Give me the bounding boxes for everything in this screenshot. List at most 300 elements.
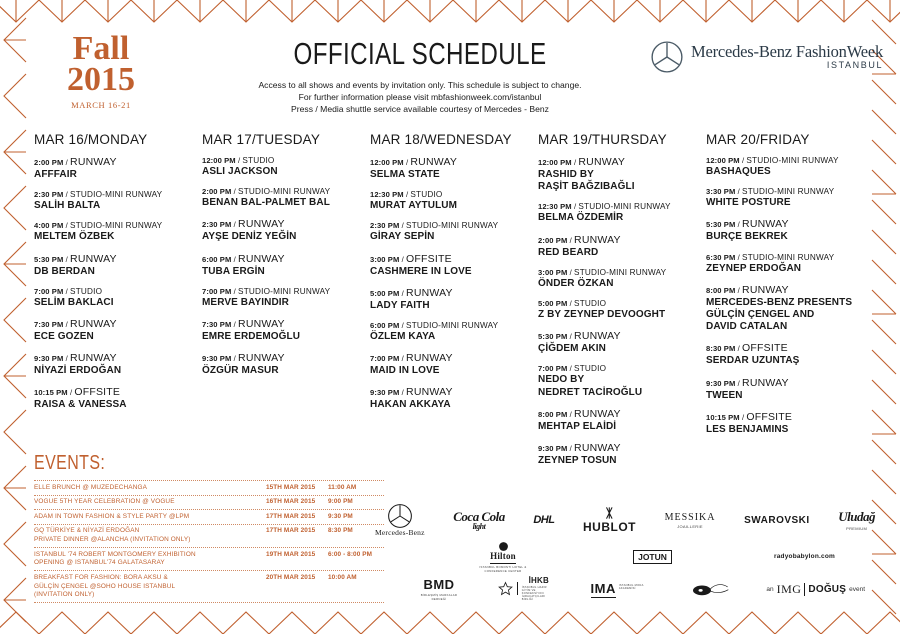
entry-designer-name: DB BERDAN — [34, 265, 95, 277]
header-title-block — [180, 38, 660, 116]
entry-venue: OFFSITE — [746, 410, 793, 423]
header-subtitle — [180, 79, 660, 116]
entry-venue: RUNWAY — [406, 352, 453, 365]
schedule-entry — [370, 287, 538, 312]
entry-time: 6:30 PM — [706, 252, 736, 262]
schedule-entry — [538, 268, 706, 290]
events-list — [34, 480, 384, 603]
sponsor-bmd — [415, 577, 463, 601]
schedule-entry — [706, 218, 874, 243]
schedule-entry — [202, 218, 370, 243]
schedule-entry — [202, 253, 370, 278]
event-row — [34, 480, 384, 495]
entry-designer-name: NEDO BY NEDRET TACİROĞLU — [538, 374, 643, 398]
entry-venue: STUDIO — [70, 286, 103, 296]
schedule-entry — [34, 190, 202, 212]
event-name: GQ TÜRKİYE & NİYAZİ ERDOĞAN PRIVATE DINNER @ALANCHA (INVITATION ONLY) — [34, 527, 191, 544]
entry-venue: OFFSITE — [406, 252, 452, 265]
sponsor-label: MESSIKA — [664, 511, 716, 523]
entry-designer-name: BASHAQUES — [706, 166, 771, 177]
entry-time-venue — [34, 156, 202, 168]
entry-time: 12:30 PM — [538, 202, 572, 212]
entry-separator: / — [399, 221, 407, 231]
entry-separator: / — [63, 190, 71, 200]
logo-season: Fall — [72, 30, 130, 67]
schedule-entry — [370, 321, 538, 343]
schedule-entry — [370, 253, 538, 278]
entry-venue: RUNWAY — [574, 233, 621, 246]
sponsor-label: HUBLOT — [583, 520, 636, 534]
entry-designer-name: AYŞE DENİZ YEĞİN — [202, 231, 297, 243]
entry-separator: / — [735, 252, 743, 262]
entry-designer-name: MERVE BAYINDIR — [202, 296, 289, 308]
entry-time: 5:00 PM — [538, 298, 568, 308]
entry-time: 9:30 PM — [202, 354, 232, 364]
entry-designer-name: ÖNDER ÖZKAN — [538, 277, 614, 289]
entry-separator: / — [63, 319, 71, 329]
schedule-entry — [538, 364, 706, 398]
entry-venue: RUNWAY — [574, 407, 621, 420]
sponsor-sublabel: BİRLEŞMİŞ MARKALAR DERNEĞİ — [420, 593, 458, 601]
entry-designer-name: ECE GOZEN — [34, 330, 94, 342]
entry-time: 7:00 PM — [370, 354, 400, 364]
entry-separator: / — [399, 388, 407, 398]
sponsor-dhl — [533, 514, 554, 526]
entry-venue: STUDIO — [574, 298, 607, 308]
subtitle-line-1: Access to all shows and events by invitation only. This schedule is subject to change. — [258, 79, 582, 90]
entry-venue: STUDIO-MINI RUNWAY — [574, 267, 667, 277]
entry-separator: / — [231, 220, 239, 230]
mercedes-star-icon — [387, 503, 413, 529]
entry-time-venue — [370, 156, 538, 168]
day-column — [706, 132, 874, 476]
event-time: 6:00 - 8:00 PM — [328, 550, 373, 558]
entry-separator: / — [63, 354, 71, 364]
sponsor-label: IMA — [590, 580, 616, 596]
entry-designer-name: AFFFAIR — [34, 169, 77, 180]
entry-time: 12:30 PM — [370, 190, 404, 200]
entry-designer-name: ÖZLEM KAYA — [370, 330, 436, 342]
entry-venue: STUDIO-MINI RUNWAY — [742, 252, 835, 262]
sponsor-label: SWAROVSKI — [744, 514, 810, 526]
entry-time: 3:00 PM — [538, 267, 568, 277]
entry-time: 9:30 PM — [370, 388, 400, 398]
sponsor-sublabel: İSTANBUL HAZIR GİYİM VE KONFEKSİYON İHRACATÇILARI BİRLİĞİ — [521, 586, 547, 602]
entry-designer-name: GİRAY SEPİN — [370, 231, 435, 243]
entry-time: 10:15 PM — [34, 388, 68, 398]
schedule-entry — [202, 352, 370, 377]
entry-designer-name: BELMA ÖZDEMİR — [538, 212, 624, 224]
entry-separator: / — [735, 285, 743, 295]
event-time: 8:30 PM — [328, 527, 353, 535]
entry-venue: RUNWAY — [406, 286, 453, 299]
entry-venue: RUNWAY — [70, 156, 117, 168]
entry-venue: OFFSITE — [742, 342, 788, 355]
event-date: 17TH MAR 2015 — [266, 512, 316, 520]
sponsor-sublabel: light — [472, 522, 486, 531]
event-row — [34, 509, 384, 524]
entry-separator: / — [231, 187, 239, 197]
bottom-border-pattern — [0, 604, 900, 634]
entry-time-venue — [706, 187, 874, 196]
entry-time-venue — [34, 352, 202, 364]
entry-venue: RUNWAY — [742, 376, 789, 389]
schedule-entry — [538, 234, 706, 259]
entry-time-venue — [706, 253, 874, 262]
sponsor-sublabel: PREMIUM — [846, 526, 868, 531]
sponsor-label: Uludağ — [838, 509, 875, 524]
subtitle-line-3: Press / Media shuttle service available courtesy of Mercedes - Benz — [291, 104, 549, 115]
swirl-logo-icon — [690, 580, 732, 598]
entry-separator: / — [567, 364, 575, 374]
entry-time: 7:00 PM — [34, 286, 64, 296]
entry-venue: STUDIO-MINI RUNWAY — [406, 320, 499, 330]
entry-venue: STUDIO-MINI RUNWAY — [746, 156, 839, 165]
schedule-entry — [538, 202, 706, 224]
entry-time: 5:00 PM — [370, 288, 400, 298]
entry-designer-name: TWEEN — [706, 389, 743, 401]
events-section — [34, 452, 384, 603]
schedule-entry — [370, 386, 538, 411]
entry-designer-name: MEHTAP ELAİDİ — [538, 420, 617, 432]
entry-time: 4:00 PM — [34, 221, 64, 231]
event-name: BREAKFAST FOR FASHION: BORA AKSU & GÜLÇİN ÇENGEL @SOHO HOUSE ISTANBUL (INVITATION ONLY) — [34, 573, 176, 599]
entry-designer-name: CASHMERE IN LOVE — [370, 265, 472, 277]
entry-designer-name: Z BY ZEYNEP DEVOOGHT — [538, 308, 666, 320]
entry-venue: STUDIO-MINI RUNWAY — [70, 190, 163, 200]
schedule-grid — [34, 132, 874, 476]
day-heading: MAR 18/WEDNESDAY — [370, 132, 512, 147]
schedule-entry — [538, 156, 706, 193]
schedule-entry — [538, 299, 706, 321]
entry-time: 8:00 PM — [538, 409, 568, 419]
logo-dates: MARCH 16-21 — [71, 99, 131, 110]
entry-venue: RUNWAY — [70, 352, 117, 365]
entry-separator: / — [567, 267, 575, 277]
sponsor-mercedes-benz — [375, 503, 425, 537]
schedule-entry — [34, 253, 202, 278]
events-title: EVENTS: — [34, 452, 106, 474]
entry-venue: STUDIO — [410, 190, 443, 200]
entry-separator: / — [63, 158, 71, 167]
sponsor-row-3 — [375, 572, 875, 606]
star-icon — [498, 581, 513, 596]
entry-designer-name: RED BEARD — [538, 246, 599, 258]
entry-designer-name: EMRE ERDEMOĞLU — [202, 330, 301, 342]
entry-venue: RUNWAY — [238, 352, 285, 365]
entry-time: 8:00 PM — [706, 285, 736, 295]
entry-time: 2:30 PM — [202, 220, 232, 230]
schedule-entry — [34, 318, 202, 343]
day-heading: MAR 16/MONDAY — [34, 132, 148, 147]
sponsor-label: Hilton — [490, 552, 516, 564]
entry-time-venue — [202, 352, 370, 364]
sponsor-ima — [591, 581, 655, 598]
event-name: VOGUE 5TH YEAR CELEBRATION @ VOGUE — [34, 498, 175, 506]
entry-separator: / — [231, 319, 239, 329]
entry-separator: / — [567, 409, 575, 419]
entry-separator: / — [735, 220, 743, 230]
day-column — [34, 132, 202, 476]
entry-separator: / — [403, 190, 411, 200]
entry-venue: RUNWAY — [406, 386, 453, 399]
entry-venue: RUNWAY — [410, 156, 458, 168]
entry-time-venue — [34, 386, 202, 398]
schedule-entry — [202, 187, 370, 209]
schedule-entry — [370, 190, 538, 212]
entry-separator: / — [571, 202, 579, 212]
entry-separator: / — [567, 235, 575, 245]
sponsor-uludag — [838, 509, 875, 531]
event-row — [34, 495, 384, 510]
entry-time-venue — [370, 321, 538, 330]
entry-time: 10:15 PM — [706, 412, 740, 422]
entry-venue: RUNWAY — [70, 252, 117, 265]
entry-time: 2:30 PM — [370, 221, 400, 231]
entry-designer-name: RASHID BY RAŞİT BAĞZIBAĞLI — [538, 169, 635, 193]
entry-designer-name: TUBA ERGİN — [202, 265, 265, 277]
event-date: 16TH MAR 2015 — [266, 498, 316, 506]
entry-time-venue — [538, 202, 706, 211]
sponsor-hilton — [475, 541, 531, 573]
entry-separator: / — [235, 156, 243, 165]
entry-designer-name: SALİH BALTA — [34, 200, 101, 212]
entry-venue: STUDIO — [242, 156, 275, 165]
sponsor-radyobabylon — [774, 553, 835, 560]
schedule-entry — [34, 156, 202, 181]
mercedes-star-icon — [650, 40, 684, 74]
entry-designer-name: MERCEDES-BENZ PRESENTS GÜLÇİN ÇENGEL AND DAVID CATALAN — [706, 296, 853, 333]
entry-venue: RUNWAY — [574, 330, 621, 343]
sponsor-messika — [665, 512, 716, 529]
schedule-entry — [34, 352, 202, 377]
sponsor-sublabel: ISTANBUL BOMONTI HOTEL & CONFERENCE CENTER — [479, 564, 527, 573]
entry-venue: RUNWAY — [742, 283, 789, 296]
sponsor-logos — [375, 498, 875, 606]
entry-venue: RUNWAY — [238, 218, 285, 231]
entry-venue: STUDIO-MINI RUNWAY — [406, 221, 499, 231]
entry-separator: / — [63, 254, 71, 264]
sponsor-label-suffix: event — [849, 585, 865, 593]
day-heading: MAR 17/TUESDAY — [202, 132, 321, 147]
entry-time-venue — [34, 190, 202, 199]
event-name: ISTANBUL '74 ROBERT MONTGOMERY EXHIBITION OPENING @ ISTANBUL'74 GALATASARAY — [34, 550, 196, 567]
entry-separator: / — [735, 187, 743, 197]
entry-separator: / — [735, 344, 743, 354]
event-time: 9:00 PM — [328, 498, 353, 506]
entry-time-venue — [202, 187, 370, 196]
entry-venue: RUNWAY — [70, 317, 117, 330]
day-heading: MAR 20/FRIDAY — [706, 132, 810, 147]
sponsor-coca-cola — [453, 509, 504, 531]
entry-venue: STUDIO-MINI RUNWAY — [578, 202, 671, 212]
page-title: OFFICIAL SCHEDULE — [293, 36, 547, 71]
sponsor-hublot — [583, 506, 636, 534]
sponsor-label: radyobabylon.com — [774, 553, 835, 561]
entry-designer-name: MURAT AYTULUM — [370, 200, 458, 212]
schedule-entry — [706, 187, 874, 209]
entry-time: 7:00 PM — [538, 364, 568, 374]
entry-separator: / — [231, 254, 239, 264]
entry-designer-name: MELTEM ÖZBEK — [34, 231, 115, 243]
schedule-entry — [706, 377, 874, 402]
event-date: 15TH MAR 2015 — [266, 483, 316, 491]
entry-time-venue — [370, 352, 538, 364]
sponsor-row-2 — [375, 542, 875, 572]
event-date: 19TH MAR 2015 — [266, 550, 316, 558]
entry-time-venue — [202, 156, 370, 165]
event-time: 11:00 AM — [328, 483, 357, 491]
entry-time-venue — [202, 253, 370, 265]
entry-time-venue — [34, 253, 202, 265]
schedule-entry — [34, 287, 202, 309]
entry-time-venue — [706, 377, 874, 389]
top-border-pattern — [0, 0, 900, 30]
entry-designer-name: ZEYNEP ERDOĞAN — [706, 262, 802, 274]
event-row — [34, 547, 384, 570]
subtitle-line-2: For further information please visit mbfashionweek.com/istanbul — [298, 92, 542, 102]
entry-separator: / — [399, 320, 407, 330]
entry-designer-name: WHITE POSTURE — [706, 197, 791, 209]
entry-time: 9:30 PM — [538, 443, 568, 453]
entry-time: 2:30 PM — [34, 190, 64, 200]
entry-separator: / — [739, 412, 747, 422]
entry-time-venue — [538, 330, 706, 342]
schedule-entry — [706, 156, 874, 178]
event-row — [34, 524, 384, 547]
sponsor-label: BMD — [423, 577, 455, 592]
entry-designer-name: NİYAZİ ERDOĞAN — [34, 365, 122, 377]
event-row — [34, 570, 384, 603]
schedule-entry — [706, 411, 874, 436]
entry-venue: RUNWAY — [238, 252, 285, 265]
entry-time: 12:00 PM — [202, 156, 236, 165]
entry-venue: STUDIO-MINI RUNWAY — [742, 187, 835, 197]
entry-time-venue — [34, 221, 202, 230]
entry-time: 12:00 PM — [370, 158, 404, 167]
entry-time: 8:30 PM — [706, 344, 736, 354]
entry-separator: / — [403, 158, 411, 167]
entry-time-venue — [706, 284, 874, 296]
entry-time-venue — [370, 190, 538, 199]
entry-separator: / — [567, 298, 575, 308]
entry-venue: RUNWAY — [742, 218, 789, 231]
fall-2015-logo — [36, 30, 166, 110]
entry-time-venue — [538, 408, 706, 420]
schedule-entry — [202, 318, 370, 343]
entry-time-venue — [202, 287, 370, 296]
schedule-entry — [370, 352, 538, 377]
entry-designer-name: ZEYNEP TOSUN — [538, 454, 617, 466]
entry-time-venue — [706, 218, 874, 230]
entry-time-venue — [706, 411, 874, 423]
day-column — [202, 132, 370, 476]
entry-time-venue — [370, 221, 538, 230]
sponsor-jotun — [633, 550, 672, 564]
sponsor-swirl — [690, 580, 732, 598]
entry-separator: / — [735, 378, 743, 388]
entry-venue: STUDIO-MINI RUNWAY — [238, 286, 331, 296]
entry-time-venue — [34, 287, 202, 296]
entry-time: 2:00 PM — [538, 235, 568, 245]
entry-designer-name: ÇİĞDEM AKIN — [538, 343, 606, 355]
sponsor-label: JOTUN — [633, 550, 672, 564]
entry-separator: / — [567, 443, 575, 453]
sponsor-label: DHL — [533, 514, 555, 526]
event-date: 20TH MAR 2015 — [266, 573, 316, 581]
entry-designer-name: BURÇE BEKREK — [706, 231, 788, 243]
schedule-entry — [34, 386, 202, 411]
entry-time-venue — [34, 318, 202, 330]
entry-time-venue — [370, 386, 538, 398]
entry-time-venue — [538, 234, 706, 246]
entry-separator: / — [231, 354, 239, 364]
divider — [804, 583, 805, 596]
left-border-pattern — [0, 0, 32, 634]
schedule-entry — [370, 156, 538, 181]
entry-time-venue — [202, 218, 370, 230]
event-name: ELLE BRUNCH @ MUZEDECHANGA — [34, 483, 148, 491]
schedule-entry — [202, 156, 370, 178]
entry-time: 9:30 PM — [706, 378, 736, 388]
entry-venue: STUDIO-MINI RUNWAY — [70, 221, 163, 231]
entry-time: 7:30 PM — [202, 319, 232, 329]
sponsor-row-1 — [375, 498, 875, 542]
entry-time: 7:30 PM — [34, 319, 64, 329]
entry-time: 3:30 PM — [706, 187, 736, 197]
entry-designer-name: SELİM BAKLACI — [34, 296, 114, 308]
brand-city: ISTANBUL — [826, 60, 884, 71]
entry-separator: / — [739, 156, 747, 165]
event-time: 9:30 PM — [328, 512, 353, 520]
schedule-entry — [538, 442, 706, 467]
sponsor-label-dogus: DOĞUŞ — [808, 583, 847, 595]
entry-designer-name: RAISA & VANESSA — [34, 399, 127, 411]
entry-time-venue — [370, 287, 538, 299]
day-column — [538, 132, 706, 476]
event-name: ADAM IN TOWN FASHION & STYLE PARTY @LPM — [34, 512, 190, 520]
entry-separator: / — [63, 286, 71, 296]
sponsor-sublabel: ISTANBUL MODA AKADEMİSİ — [618, 583, 644, 590]
entry-time-venue — [538, 156, 706, 168]
entry-separator: / — [399, 254, 407, 264]
entry-designer-name: ÖZGÜR MASUR — [202, 365, 279, 377]
sponsor-label-prefix: an — [766, 585, 774, 593]
logo-year: 2015 — [67, 61, 135, 99]
day-column — [370, 132, 538, 476]
sponsor-label: Mercedes-Benz — [375, 527, 425, 537]
event-date: 17TH MAR 2015 — [266, 527, 316, 535]
entry-designer-name: SERDAR UZUNTAŞ — [706, 355, 800, 367]
entry-separator: / — [63, 221, 71, 231]
schedule-entry — [706, 253, 874, 275]
mercedes-benz-fashion-week-logo — [650, 40, 883, 74]
sponsor-swarovski — [744, 515, 810, 526]
entry-designer-name: ASLI JACKSON — [202, 166, 278, 177]
sponsor-label: Coca Cola — [453, 509, 505, 524]
entry-time: 12:00 PM — [706, 156, 740, 165]
entry-designer-name: LADY FAITH — [370, 299, 430, 311]
entry-time-venue — [538, 268, 706, 277]
schedule-entry — [538, 408, 706, 433]
entry-venue: RUNWAY — [574, 441, 621, 454]
schedule-entry — [706, 342, 874, 367]
entry-time: 6:00 PM — [370, 320, 400, 330]
entry-time: 5:30 PM — [538, 332, 568, 342]
entry-time: 2:00 PM — [202, 187, 232, 197]
schedule-entry — [706, 284, 874, 334]
entry-separator: / — [67, 388, 75, 398]
